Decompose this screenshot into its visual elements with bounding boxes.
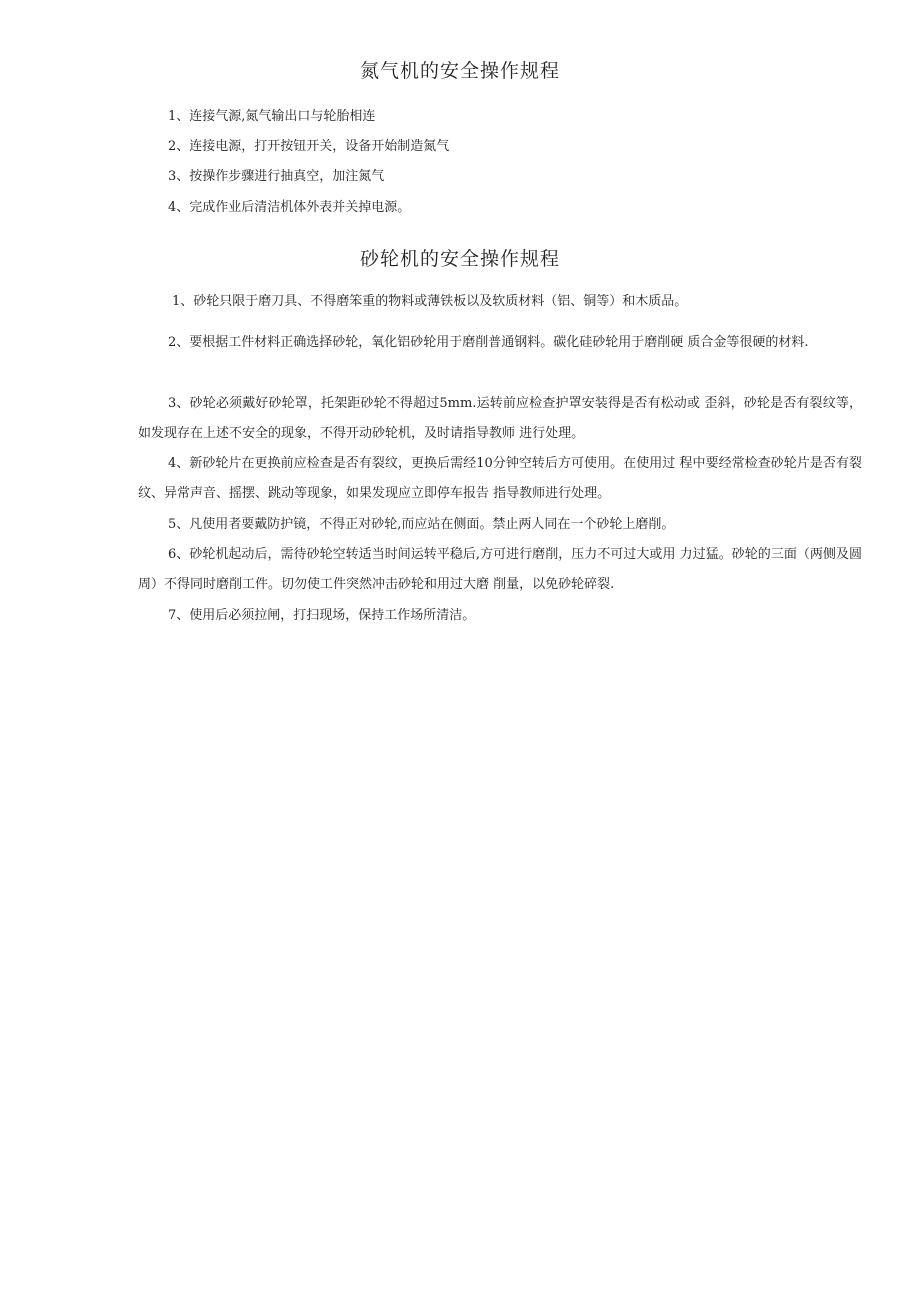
section-title-nitrogen-machine: 氮气机的安全操作规程: [359, 60, 560, 82]
nitrogen-rule-2: 2、连接电源，打开按钮开关，设备开始制造氮气: [168, 139, 450, 154]
section-title-grinder: 砂轮机的安全操作规程: [359, 248, 560, 270]
nitrogen-rule-1: 1、连接气源,氮气输出口与轮胎相连: [168, 109, 376, 124]
grinder-rule-4: 4、新砂轮片在更换前应检查是否有裂纹，更换后需经10分钟空转后方可使用。在使用过 程中要经常检查砂轮片是否有裂纹、异常声音、摇摆、跳动等现象，如果发现应立即停车报告 指导教师进行处理。: [138, 456, 862, 501]
grinder-rule-6: 6、砂轮机起动后，需待砂轮空转适当时间运转平稳后,方可进行磨削，压力不可过大或用 力过猛。砂轮的三面（两侧及圆周）不得同时磨削工件。切勿使工件突然冲击砂轮和用过大磨 削量，以免砂轮碎裂.: [138, 547, 862, 592]
grinder-rule-5: 5、凡使用者要戴防护镜，不得正对砂轮,而应站在侧面。禁止两人同在一个砂轮上磨削。: [168, 517, 675, 532]
grinder-rule-2: 2、要根据工件材料正确选择砂轮，氧化铝砂轮用于磨削普通钢料。碳化硅砂轮用于磨削硬 质合金等很硬的材料.: [168, 335, 809, 350]
grinder-rule-1: 1、砂轮只限于磨刀具、不得磨笨重的物料或薄铁板以及软质材料（铝、铜等）和木质品。: [172, 294, 688, 309]
grinder-rule-7: 7、使用后必须拉闸，打扫现场，保持工作场所清洁。: [168, 608, 476, 623]
nitrogen-rule-4: 4、完成作业后清洁机体外表并关掉电源。: [168, 200, 411, 215]
grinder-rule-3: 3、砂轮必须戴好砂轮罩，托架距砂轮不得超过5mm.运转前应检查护罩安装得是否有松动或 歪斜，砂轮是否有裂纹等，如发现存在上述不安全的现象，不得开动砂轮机，及时请指导教师 进行处理。: [138, 396, 862, 441]
nitrogen-rule-3: 3、按操作步骤进行抽真空，加注氮气: [168, 169, 385, 184]
